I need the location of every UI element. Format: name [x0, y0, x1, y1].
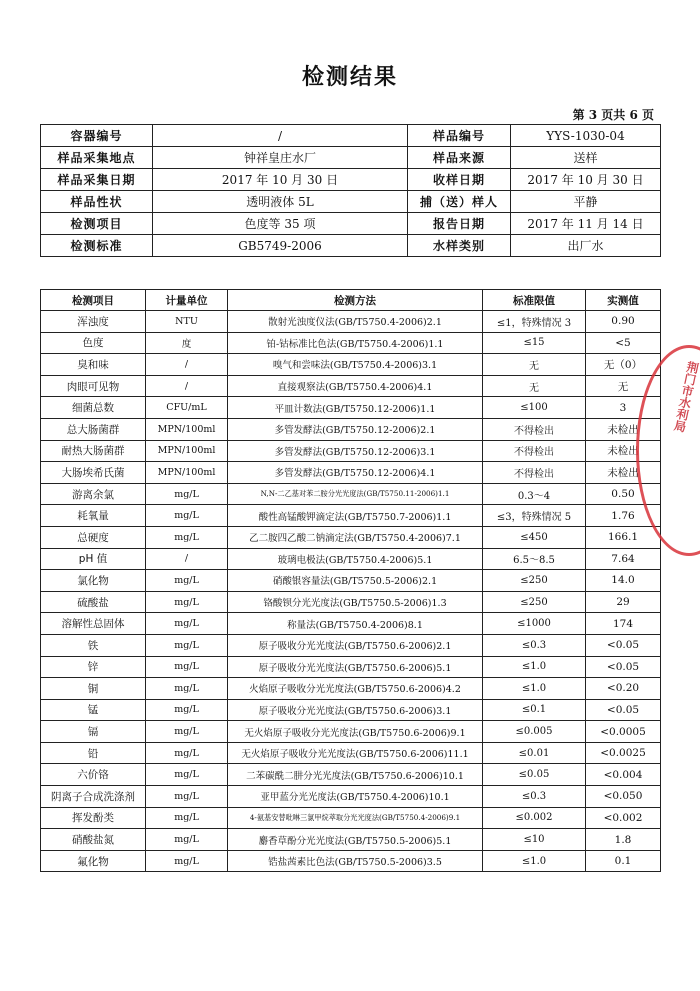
page-title: 检测结果 [301, 65, 398, 90]
method: 硝酸银容量法(GB/T5750.5-2006)2.1 [228, 570, 483, 592]
result-row [41, 613, 661, 635]
item-name: 肉眼可见物 [41, 375, 146, 397]
unit: MPN/100ml [146, 418, 228, 440]
unit: mg/L [146, 699, 228, 721]
limit: ≤3，特殊情况 5 [483, 505, 586, 527]
measured-value: 未检出 [586, 462, 661, 484]
item-name: 硝酸盐氮 [41, 829, 146, 851]
unit: / [146, 375, 228, 397]
measured-value: <0.002 [586, 807, 661, 829]
info-value: 2017 年 11 月 14 日 [511, 213, 661, 235]
measured-value: 1.76 [586, 505, 661, 527]
info-label: 样品来源 [408, 147, 511, 169]
info-label: 样品性状 [41, 191, 153, 213]
measured-value: <0.0025 [586, 742, 661, 764]
method: 玻璃电极法(GB/T5750.4-2006)5.1 [228, 548, 483, 570]
info-label: 收样日期 [408, 169, 511, 191]
result-row [41, 440, 661, 462]
info-value: 出厂水 [511, 235, 661, 257]
method: 原子吸收分光光度法(GB/T5750.6-2006)2.1 [228, 634, 483, 656]
result-row [41, 397, 661, 419]
info-value: 2017 年 10 月 30 日 [511, 169, 661, 191]
info-value: 透明液体 5L [153, 191, 408, 213]
method: 锆盐茜素比色法(GB/T5750.5-2006)3.5 [228, 850, 483, 872]
unit: mg/L [146, 678, 228, 700]
method: 散射光浊度仪法(GB/T5750.4-2006)2.1 [228, 311, 483, 333]
limit: 不得检出 [483, 418, 586, 440]
limit: ≤10 [483, 829, 586, 851]
result-row [41, 570, 661, 592]
method: N,N-二乙基对苯二胺分光光度法(GB/T5750.11-2006)1.1 [228, 483, 483, 505]
method: 多管发酵法(GB/T5750.12-2006)3.1 [228, 440, 483, 462]
measured-value: 0.90 [586, 311, 661, 333]
item-name: 浑浊度 [41, 311, 146, 333]
limit: 不得检出 [483, 440, 586, 462]
measured-value: 无 [586, 375, 661, 397]
info-row [41, 147, 661, 169]
item-name: 臭和味 [41, 354, 146, 376]
unit: / [146, 548, 228, 570]
unit: mg/L [146, 764, 228, 786]
unit: mg/L [146, 613, 228, 635]
result-row [41, 850, 661, 872]
limit: ≤1.0 [483, 656, 586, 678]
measured-value: 29 [586, 591, 661, 613]
limit: ≤250 [483, 570, 586, 592]
info-label: 报告日期 [408, 213, 511, 235]
unit: 度 [146, 332, 228, 354]
method: 平皿计数法(GB/T5750.12-2006)1.1 [228, 397, 483, 419]
result-row [41, 548, 661, 570]
info-value: 钟祥皇庄水厂 [153, 147, 408, 169]
method: 铂-钴标准比色法(GB/T5750.4-2006)1.1 [228, 332, 483, 354]
limit: ≤0.3 [483, 786, 586, 808]
unit: mg/L [146, 807, 228, 829]
measured-value: 1.8 [586, 829, 661, 851]
header-unit: 计量单位 [146, 290, 228, 311]
unit: mg/L [146, 591, 228, 613]
info-label: 样品采集日期 [41, 169, 153, 191]
method: 多管发酵法(GB/T5750.12-2006)2.1 [228, 418, 483, 440]
limit: ≤1.0 [483, 850, 586, 872]
item-name: 游离余氯 [41, 483, 146, 505]
item-name: 氯化物 [41, 570, 146, 592]
item-name: 大肠埃希氏菌 [41, 462, 146, 484]
item-name: pH 值 [41, 548, 146, 570]
result-row [41, 807, 661, 829]
result-row [41, 656, 661, 678]
measured-value: <0.0005 [586, 721, 661, 743]
method: 嗅气和尝味法(GB/T5750.4-2006)3.1 [228, 354, 483, 376]
method: 4-氨基安替吡啉三氯甲烷萃取分光光度法(GB/T5750.4-2006)9.1 [228, 807, 483, 829]
result-row [41, 332, 661, 354]
info-value: YYS-1030-04 [511, 125, 661, 147]
info-label: 样品编号 [408, 125, 511, 147]
info-row [41, 235, 661, 257]
page-number: 第 3 页共 6 页 [572, 108, 654, 122]
unit: mg/L [146, 526, 228, 548]
measured-value: 未检出 [586, 440, 661, 462]
limit: ≤1，特殊情况 3 [483, 311, 586, 333]
method: 酸性高锰酸钾滴定法(GB/T5750.7-2006)1.1 [228, 505, 483, 527]
unit: mg/L [146, 634, 228, 656]
info-row [41, 213, 661, 235]
result-row [41, 526, 661, 548]
method: 无火焰原子吸收分光光度法(GB/T5750.6-2006)9.1 [228, 721, 483, 743]
info-label: 检测项目 [41, 213, 153, 235]
method: 原子吸收分光光度法(GB/T5750.6-2006)5.1 [228, 656, 483, 678]
info-value: 2017 年 10 月 30 日 [153, 169, 408, 191]
info-label: 检测标准 [41, 235, 153, 257]
method: 多管发酵法(GB/T5750.12-2006)4.1 [228, 462, 483, 484]
item-name: 氟化物 [41, 850, 146, 872]
info-value: 平静 [511, 191, 661, 213]
item-name: 铅 [41, 742, 146, 764]
limit: ≤100 [483, 397, 586, 419]
item-name: 色度 [41, 332, 146, 354]
item-name: 硫酸盐 [41, 591, 146, 613]
result-row [41, 742, 661, 764]
result-row [41, 483, 661, 505]
measured-value: <0.050 [586, 786, 661, 808]
unit: / [146, 354, 228, 376]
seal-text: 荆门市水利局 [671, 359, 700, 434]
method: 麝香草酚分光光度法(GB/T5750.5-2006)5.1 [228, 829, 483, 851]
sample-info-table [40, 124, 661, 257]
limit: ≤0.01 [483, 742, 586, 764]
measured-value: <5 [586, 332, 661, 354]
measured-value: 未检出 [586, 418, 661, 440]
unit: MPN/100ml [146, 440, 228, 462]
method: 称量法(GB/T5750.4-2006)8.1 [228, 613, 483, 635]
measured-value: 7.64 [586, 548, 661, 570]
result-row [41, 786, 661, 808]
results-header-row [41, 290, 661, 311]
info-label: 容器编号 [41, 125, 153, 147]
unit: mg/L [146, 656, 228, 678]
limit: ≤0.005 [483, 721, 586, 743]
limit: 无 [483, 354, 586, 376]
measured-value: 0.50 [586, 483, 661, 505]
item-name: 耗氧量 [41, 505, 146, 527]
method: 乙二胺四乙酸二钠滴定法(GB/T5750.4-2006)7.1 [228, 526, 483, 548]
measured-value: <0.004 [586, 764, 661, 786]
limit: ≤15 [483, 332, 586, 354]
info-row [41, 191, 661, 213]
item-name: 镉 [41, 721, 146, 743]
limit: 不得检出 [483, 462, 586, 484]
unit: mg/L [146, 742, 228, 764]
result-row [41, 678, 661, 700]
measured-value: 174 [586, 613, 661, 635]
measured-value: <0.20 [586, 678, 661, 700]
limit: 0.3～4 [483, 483, 586, 505]
item-name: 总硬度 [41, 526, 146, 548]
unit: mg/L [146, 505, 228, 527]
result-row [41, 829, 661, 851]
unit: mg/L [146, 483, 228, 505]
result-row [41, 634, 661, 656]
info-row [41, 125, 661, 147]
info-label: 水样类别 [408, 235, 511, 257]
info-value: 送样 [511, 147, 661, 169]
header-item: 检测项目 [41, 290, 146, 311]
unit: mg/L [146, 786, 228, 808]
item-name: 六价铬 [41, 764, 146, 786]
result-row [41, 418, 661, 440]
measured-value: 0.1 [586, 850, 661, 872]
unit: mg/L [146, 829, 228, 851]
header-method: 检测方法 [228, 290, 483, 311]
info-label: 捕（送）样人 [408, 191, 511, 213]
unit: NTU [146, 311, 228, 333]
result-row [41, 354, 661, 376]
limit: ≤0.002 [483, 807, 586, 829]
item-name: 锰 [41, 699, 146, 721]
measured-value: 166.1 [586, 526, 661, 548]
limit: 无 [483, 375, 586, 397]
item-name: 阴离子合成洗涤剂 [41, 786, 146, 808]
result-row [41, 462, 661, 484]
measured-value: <0.05 [586, 699, 661, 721]
unit: mg/L [146, 570, 228, 592]
limit: ≤0.1 [483, 699, 586, 721]
info-row [41, 169, 661, 191]
limit: ≤250 [483, 591, 586, 613]
item-name: 溶解性总固体 [41, 613, 146, 635]
measured-value: 无（0） [586, 354, 661, 376]
result-row [41, 721, 661, 743]
result-row [41, 591, 661, 613]
limit: ≤0.05 [483, 764, 586, 786]
item-name: 耐热大肠菌群 [41, 440, 146, 462]
results-table [40, 289, 661, 872]
item-name: 挥发酚类 [41, 807, 146, 829]
limit: 6.5～8.5 [483, 548, 586, 570]
limit: ≤450 [483, 526, 586, 548]
result-row [41, 311, 661, 333]
header-limit: 标准限值 [483, 290, 586, 311]
method: 二苯碳酰二肼分光光度法(GB/T5750.6-2006)10.1 [228, 764, 483, 786]
method: 铬酸钡分光光度法(GB/T5750.5-2006)1.3 [228, 591, 483, 613]
method: 火焰原子吸收分光光度法(GB/T5750.6-2006)4.2 [228, 678, 483, 700]
unit: CFU/mL [146, 397, 228, 419]
item-name: 铜 [41, 678, 146, 700]
measured-value: <0.05 [586, 656, 661, 678]
item-name: 总大肠菌群 [41, 418, 146, 440]
limit: ≤1000 [483, 613, 586, 635]
info-label: 样品采集地点 [41, 147, 153, 169]
measured-value: 3 [586, 397, 661, 419]
info-value: / [153, 125, 408, 147]
item-name: 铁 [41, 634, 146, 656]
measured-value: 14.0 [586, 570, 661, 592]
header-value: 实测值 [586, 290, 661, 311]
method: 无火焰原子吸收分光光度法(GB/T5750.6-2006)11.1 [228, 742, 483, 764]
result-row [41, 764, 661, 786]
result-row [41, 375, 661, 397]
limit: ≤1.0 [483, 678, 586, 700]
result-row [41, 505, 661, 527]
method: 亚甲蓝分光光度法(GB/T5750.4-2006)10.1 [228, 786, 483, 808]
unit: MPN/100ml [146, 462, 228, 484]
method: 直接观察法(GB/T5750.4-2006)4.1 [228, 375, 483, 397]
method: 原子吸收分光光度法(GB/T5750.6-2006)3.1 [228, 699, 483, 721]
measured-value: <0.05 [586, 634, 661, 656]
result-row [41, 699, 661, 721]
item-name: 细菌总数 [41, 397, 146, 419]
limit: ≤0.3 [483, 634, 586, 656]
item-name: 锌 [41, 656, 146, 678]
info-value: GB5749-2006 [153, 235, 408, 257]
unit: mg/L [146, 721, 228, 743]
unit: mg/L [146, 850, 228, 872]
info-value: 色度等 35 项 [153, 213, 408, 235]
